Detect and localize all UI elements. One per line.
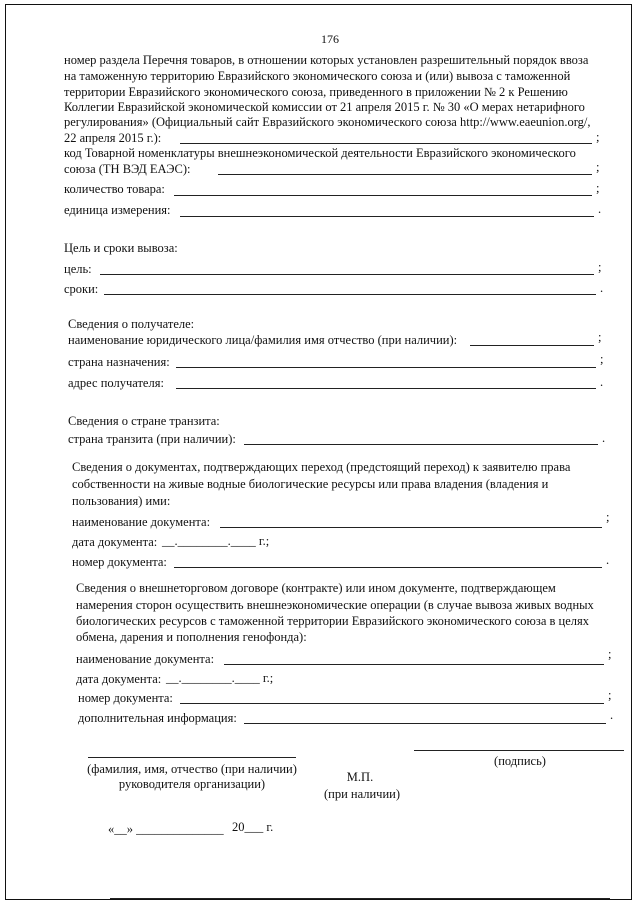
contract-doc-date-label: дата документа: — [76, 672, 162, 686]
tnved-code-field[interactable] — [218, 174, 592, 175]
ownership-doc-date-field[interactable]: __.________.____ г.; — [162, 534, 270, 548]
terms-label: сроки: — [64, 282, 99, 296]
recipient-name-field[interactable] — [470, 345, 594, 346]
contract-line-4: обмена, дарения и пополнения генофонда): — [76, 630, 307, 644]
signature-caption: (подпись) — [494, 754, 546, 768]
period: . — [600, 281, 604, 295]
contract-line-3: биологических ресурсов с таможенной территории Евразийского экономического союза в целях — [76, 614, 589, 628]
contract-line-1: Сведения о внешнеторговом договоре (контракте) или ином документе, подтверждающем — [76, 581, 556, 595]
quantity-field[interactable] — [174, 195, 592, 196]
recipient-heading: Сведения о получателе: — [68, 317, 195, 331]
section-number-field[interactable] — [180, 143, 592, 144]
terms-field[interactable] — [104, 294, 596, 295]
recipient-address-label: адрес получателя: — [68, 376, 164, 390]
ownership-doc-date-label: дата документа: — [72, 535, 158, 549]
stamp-caption: (при наличии) — [323, 787, 401, 801]
intro-line-2: на таможенную территорию Евразийского экономического союза и (или) вывоза с таможенной — [64, 69, 571, 83]
ownership-line-1: Сведения о документах, подтверждающих переход (предстоящий переход) к заявителю права — [72, 460, 571, 474]
extra-info-label: дополнительная информация: — [78, 711, 237, 725]
transit-country-label: страна транзита (при наличии): — [68, 432, 236, 446]
head-name-caption-1: (фамилия, имя, отчество (при наличии) — [87, 762, 297, 776]
period: . — [598, 202, 602, 216]
recipient-name-label: наименование юридического лица/фамилия имя отчество (при наличии): — [68, 333, 458, 347]
ownership-doc-number-field[interactable] — [174, 567, 602, 568]
ownership-line-2: собственности на живые водные биологические ресурсы или права владения (владения и — [72, 477, 549, 491]
contract-doc-name-label: наименование документа: — [76, 652, 215, 666]
head-name-caption-2: руководителя организации) — [118, 777, 266, 791]
bottom-rule — [110, 898, 610, 899]
semicolon: ; — [600, 352, 604, 366]
ownership-doc-name-field[interactable] — [220, 527, 602, 528]
export-heading: Цель и сроки вывоза: — [64, 241, 178, 255]
purpose-field[interactable] — [100, 274, 594, 275]
intro-line-4: Коллегии Евразийской экономической комиссии от 21 апреля 2015 г. № 30 «О мерах нетарифного — [64, 100, 585, 114]
period: . — [600, 375, 604, 389]
semicolon: ; — [608, 688, 612, 702]
signature-field[interactable] — [414, 750, 624, 751]
semicolon: ; — [608, 647, 612, 661]
head-name-field[interactable] — [88, 757, 296, 758]
semicolon: ; — [596, 130, 600, 144]
tnved-line-2: союза (ТН ВЭД ЕАЭС): — [64, 162, 191, 176]
intro-line-3: территории Евразийского экономического союза, приведенного в приложении № 2 к Решению — [64, 85, 568, 99]
purpose-label: цель: — [64, 262, 92, 276]
contract-doc-number-label: номер документа: — [78, 691, 173, 705]
contract-doc-name-field[interactable] — [224, 664, 604, 665]
transit-heading: Сведения о стране транзита: — [68, 414, 220, 428]
intro-line-6: 22 апреля 2015 г.): — [64, 131, 162, 145]
contract-doc-number-field[interactable] — [180, 703, 604, 704]
semicolon: ; — [598, 330, 602, 344]
recipient-address-field[interactable] — [176, 388, 596, 389]
page-number: 176 — [321, 32, 339, 46]
contract-line-2: намерения сторон осуществить внешнеэкономические операции (в случае вывоза живых водных — [76, 598, 594, 612]
intro-line-1: номер раздела Перечня товаров, в отношении которых установлен разрешительный порядок ввоза — [64, 53, 589, 67]
semicolon: ; — [598, 260, 602, 274]
sign-date-day-month[interactable]: «__» ______________ — [108, 822, 224, 836]
ownership-doc-name-label: наименование документа: — [72, 515, 211, 529]
quantity-label: количество товара: — [64, 182, 165, 196]
contract-doc-date-field[interactable]: __.________.____ г.; — [166, 671, 274, 685]
ownership-line-3: пользования) ими: — [72, 494, 171, 508]
destination-country-label: страна назначения: — [68, 355, 170, 369]
intro-line-5: регулирования» (Официальный сайт Евразийского экономического союза http://www.eaeunion.org/, — [64, 115, 591, 129]
semicolon: ; — [596, 181, 600, 195]
tnved-line-1: код Товарной номенклатуры внешнеэкономической деятельности Евразийского экономического — [64, 146, 576, 160]
period: . — [602, 431, 606, 445]
transit-country-field[interactable] — [244, 444, 598, 445]
sign-date-year[interactable]: 20___ г. — [232, 820, 274, 834]
unit-field[interactable] — [180, 216, 594, 217]
period: . — [606, 553, 610, 567]
stamp-label: М.П. — [346, 770, 374, 784]
destination-country-field[interactable] — [176, 367, 596, 368]
period: . — [610, 708, 614, 722]
unit-label: единица измерения: — [64, 203, 171, 217]
extra-info-field[interactable] — [244, 723, 606, 724]
ownership-doc-number-label: номер документа: — [72, 555, 167, 569]
semicolon: ; — [606, 510, 610, 524]
semicolon: ; — [596, 160, 600, 174]
